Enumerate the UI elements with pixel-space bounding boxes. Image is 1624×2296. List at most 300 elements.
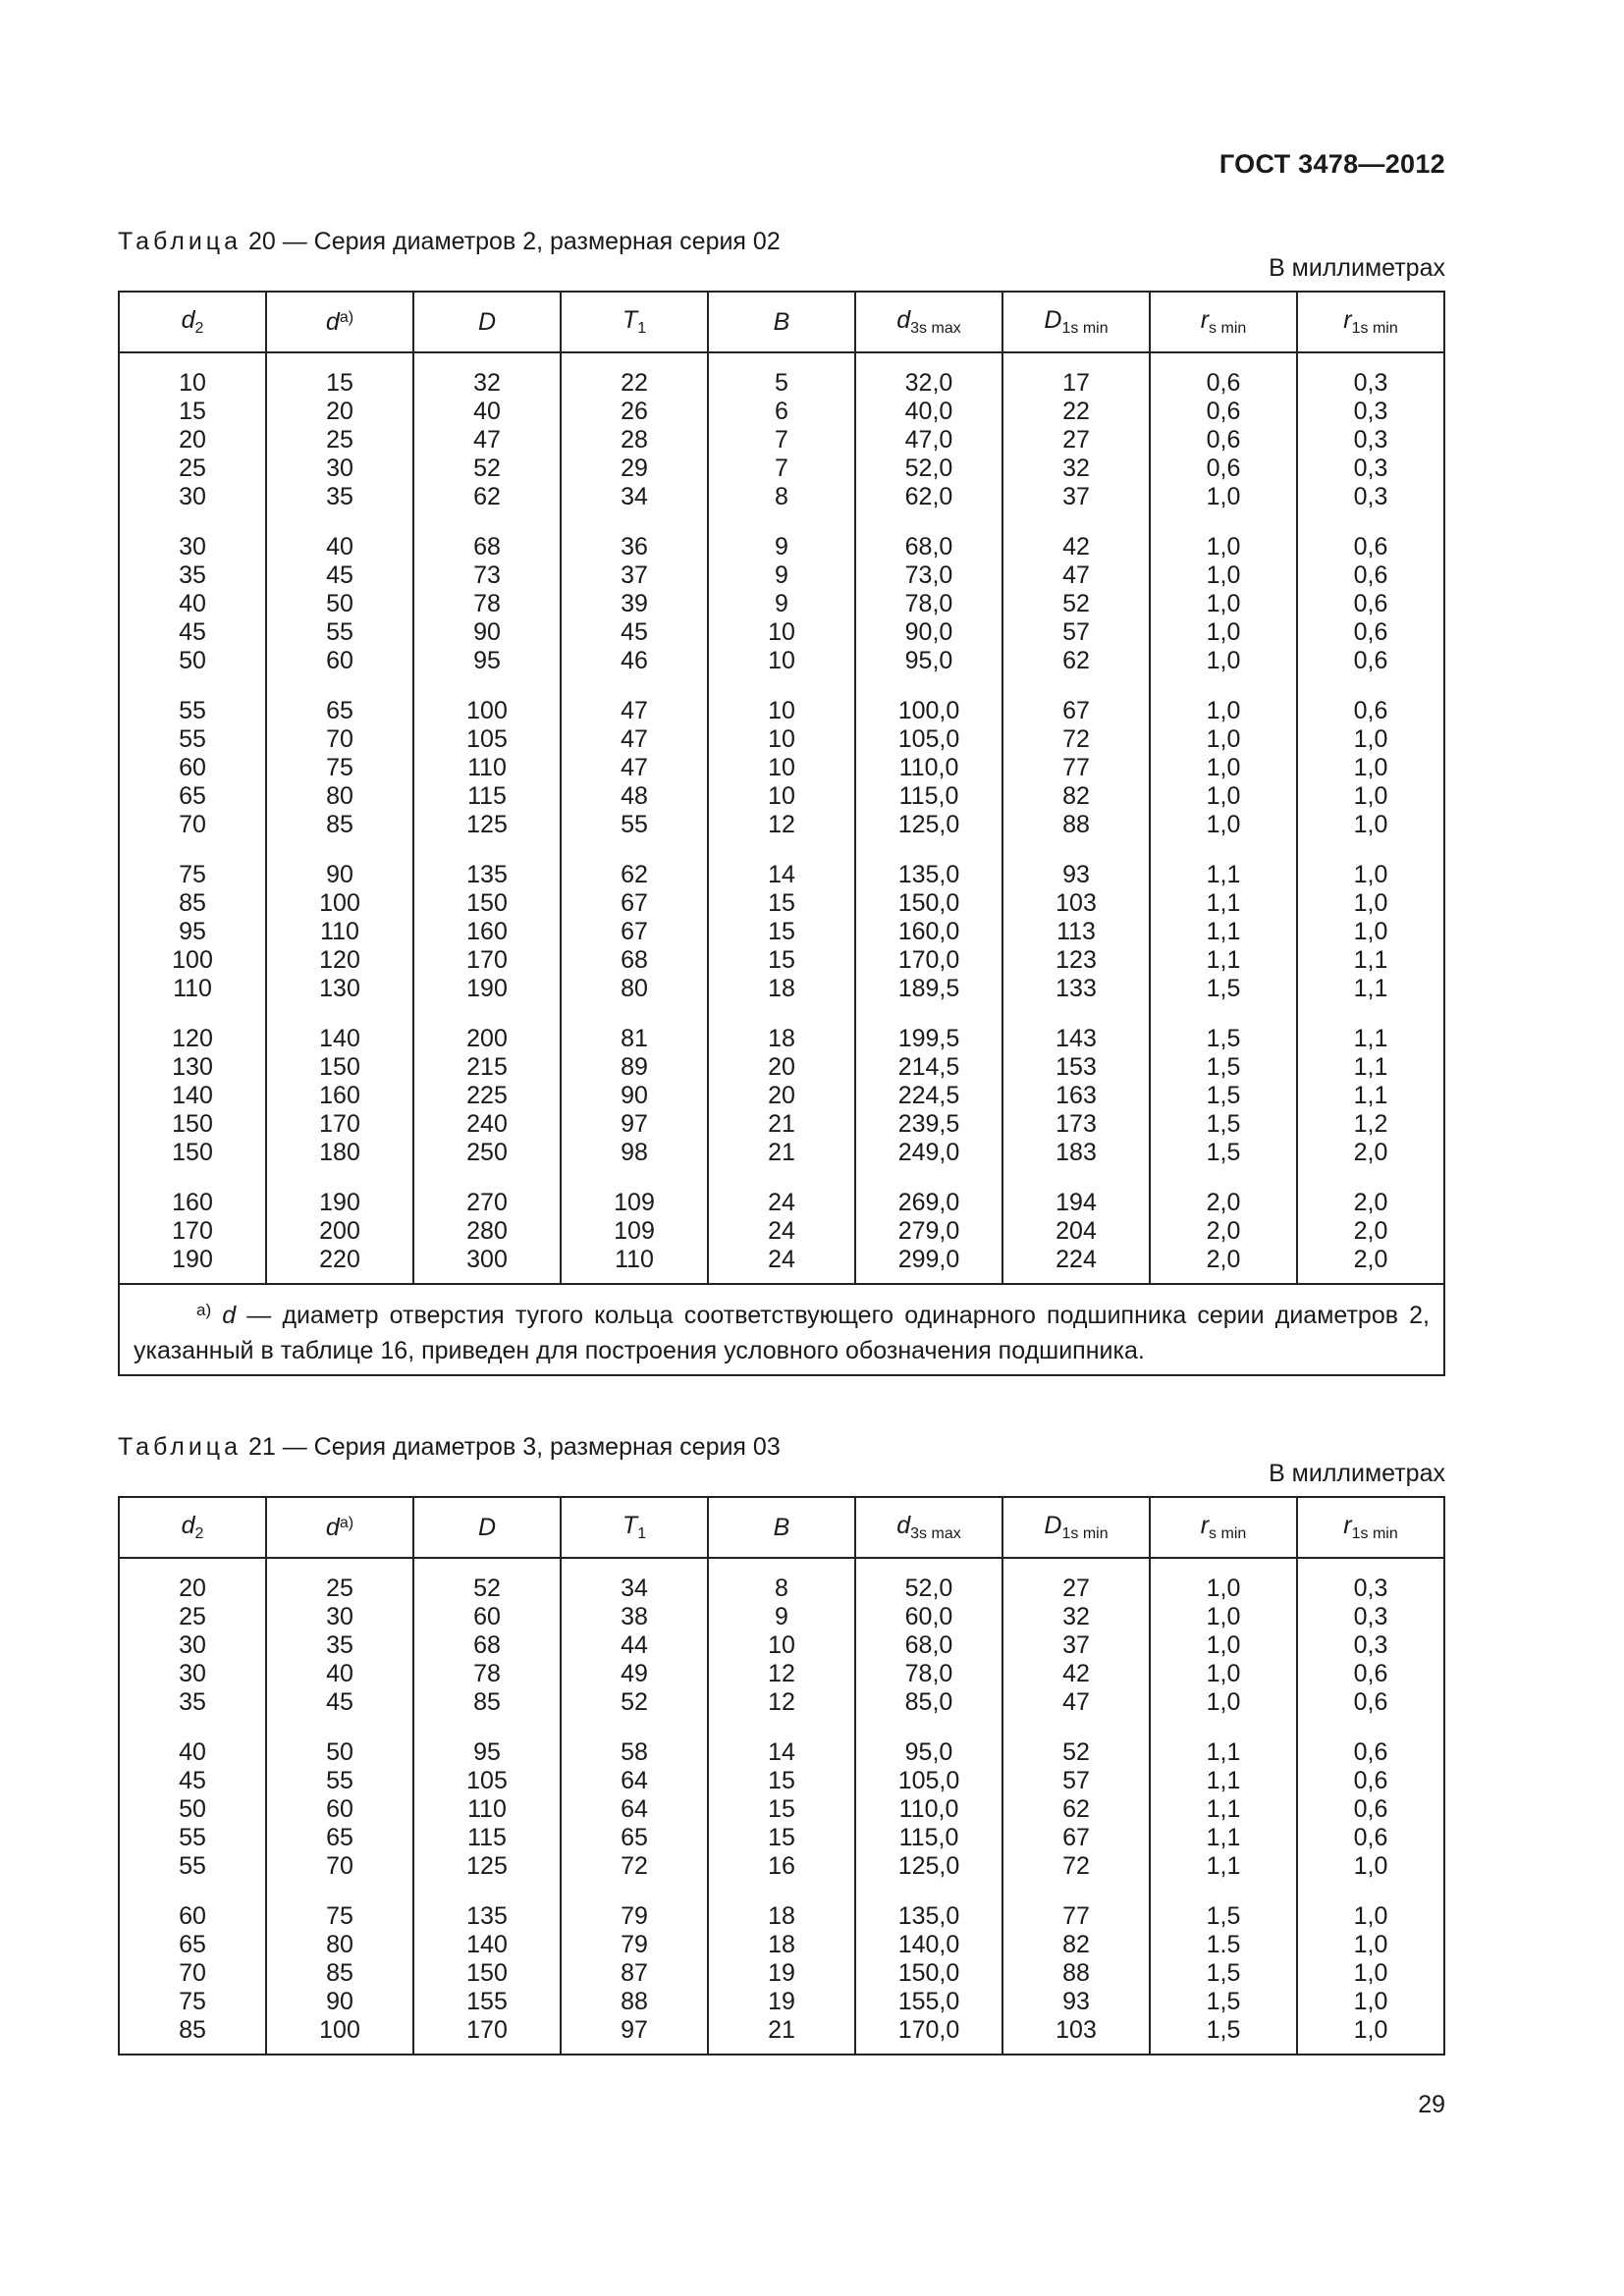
- table-cell: 1,1: [1297, 1053, 1444, 1082]
- column-subscript: 2: [194, 1525, 204, 1542]
- table-cell: 0,3: [1297, 1603, 1444, 1631]
- table-cell: 40: [119, 590, 266, 618]
- table-cell: 170: [413, 2016, 561, 2055]
- table-cell: 8: [708, 483, 855, 511]
- table-cell: 62: [413, 483, 561, 511]
- table-cell: 173: [1002, 1110, 1150, 1139]
- table-cell: 10: [708, 647, 855, 675]
- table-cell: 20: [266, 398, 413, 426]
- table-cell: 30: [119, 483, 266, 511]
- table-cell: 280: [413, 1217, 561, 1246]
- table-cell: 81: [561, 1003, 708, 1053]
- table-cell: 130: [119, 1053, 266, 1082]
- column-header: [119, 1497, 266, 1558]
- column-subscript: 1: [637, 320, 647, 337]
- table-row: [119, 1082, 1444, 1110]
- column-subscript: 1s min: [1351, 320, 1398, 337]
- table-cell: 125,0: [855, 1852, 1002, 1881]
- table20-caption-prefix: Таблица: [118, 228, 243, 255]
- table-cell: 15: [708, 1824, 855, 1852]
- column-subscript: s min: [1209, 1525, 1247, 1542]
- table20-units: В миллиметрах: [1269, 254, 1445, 282]
- table-cell: 15: [119, 398, 266, 426]
- table-cell: 38: [561, 1603, 708, 1631]
- table-cell: 1,1: [1150, 1795, 1297, 1824]
- table-cell: 100,0: [855, 675, 1002, 725]
- table-cell: 125: [413, 1852, 561, 1881]
- table-cell: 0,3: [1297, 352, 1444, 398]
- table-cell: 70: [266, 1852, 413, 1881]
- table-cell: 34: [561, 1558, 708, 1603]
- table-cell: 110,0: [855, 754, 1002, 782]
- table-cell: 1,5: [1150, 1881, 1297, 1931]
- table-cell: 52: [1002, 590, 1150, 618]
- table-cell: 269,0: [855, 1167, 1002, 1217]
- table-cell: 55: [119, 1824, 266, 1852]
- table-cell: 20: [119, 426, 266, 454]
- column-header: [1002, 1497, 1150, 1558]
- table-cell: 22: [561, 352, 708, 398]
- table-cell: 20: [708, 1053, 855, 1082]
- table-cell: 40: [266, 1660, 413, 1688]
- table-row: [119, 618, 1444, 647]
- table-cell: 90: [561, 1082, 708, 1110]
- table-row: [119, 1167, 1444, 1217]
- table-cell: 25: [266, 1558, 413, 1603]
- table-cell: 160: [413, 918, 561, 946]
- table-cell: 80: [561, 975, 708, 1003]
- table-cell: 17: [1002, 352, 1150, 398]
- table-cell: 1,0: [1150, 754, 1297, 782]
- table-cell: 62: [1002, 647, 1150, 675]
- table-cell: 90: [413, 618, 561, 647]
- table-cell: 115,0: [855, 782, 1002, 811]
- table-cell: 1,0: [1150, 647, 1297, 675]
- table-cell: 1,0: [1297, 1931, 1444, 1959]
- table-cell: 78: [413, 1660, 561, 1688]
- column-header: [561, 292, 708, 352]
- table-row: [119, 511, 1444, 561]
- table-cell: 21: [708, 1139, 855, 1167]
- table-cell: 105,0: [855, 1767, 1002, 1795]
- table-cell: 0,3: [1297, 483, 1444, 511]
- table-cell: 95: [413, 1717, 561, 1767]
- table-cell: 1,0: [1150, 561, 1297, 590]
- table-cell: 7: [708, 426, 855, 454]
- table-cell: 249,0: [855, 1139, 1002, 1167]
- table-row: [119, 811, 1444, 839]
- table-cell: 1,0: [1150, 511, 1297, 561]
- table-cell: 72: [561, 1852, 708, 1881]
- column-subscript: 3s max: [910, 320, 961, 337]
- column-symbol: d: [896, 1512, 911, 1539]
- table-cell: 40,0: [855, 398, 1002, 426]
- table-cell: 1,0: [1297, 782, 1444, 811]
- table-row: [119, 1988, 1444, 2016]
- table-cell: 7: [708, 454, 855, 483]
- table-cell: 55: [266, 1767, 413, 1795]
- table-cell: 45: [266, 561, 413, 590]
- table21-body: [119, 1558, 1444, 2055]
- table-cell: 220: [266, 1246, 413, 1284]
- table-cell: 200: [266, 1217, 413, 1246]
- table-cell: 62: [1002, 1795, 1150, 1824]
- table-cell: 47: [561, 725, 708, 754]
- column-symbol: D: [1044, 1512, 1062, 1539]
- table-cell: 0,6: [1297, 1688, 1444, 1717]
- column-subscript: s min: [1209, 320, 1247, 337]
- table-cell: 120: [266, 946, 413, 975]
- table-row: [119, 889, 1444, 918]
- table-cell: 1,1: [1150, 1852, 1297, 1881]
- table-cell: 300: [413, 1246, 561, 1284]
- table-cell: 16: [708, 1852, 855, 1881]
- table-row: [119, 1110, 1444, 1139]
- table-cell: 60: [266, 1795, 413, 1824]
- table21-caption-text: 21 — Серия диаметров 3, размерная серия 03: [242, 1433, 781, 1461]
- table-cell: 97: [561, 2016, 708, 2055]
- table-cell: 183: [1002, 1139, 1150, 1167]
- table-cell: 1,0: [1150, 1660, 1297, 1688]
- table-cell: 1,0: [1297, 1988, 1444, 2016]
- table-cell: 40: [413, 398, 561, 426]
- table-cell: 1,0: [1297, 839, 1444, 889]
- table-cell: 224,5: [855, 1082, 1002, 1110]
- table-cell: 130: [266, 975, 413, 1003]
- table-cell: 80: [266, 782, 413, 811]
- table20-header: [119, 292, 1444, 352]
- table-row: [119, 398, 1444, 426]
- table-cell: 73: [413, 561, 561, 590]
- table-cell: 55: [266, 618, 413, 647]
- table-row: [119, 426, 1444, 454]
- table-cell: 36: [561, 511, 708, 561]
- table-row: [119, 1139, 1444, 1167]
- table-cell: 1,5: [1150, 1139, 1297, 1167]
- table-cell: 85: [119, 889, 266, 918]
- table-cell: 100: [119, 946, 266, 975]
- table-cell: 18: [708, 975, 855, 1003]
- table-cell: 18: [708, 1881, 855, 1931]
- table-cell: 62,0: [855, 483, 1002, 511]
- table-cell: 68: [413, 1631, 561, 1660]
- table-cell: 28: [561, 426, 708, 454]
- table-cell: 30: [119, 1660, 266, 1688]
- table-row: [119, 782, 1444, 811]
- table-cell: 90: [266, 839, 413, 889]
- table-cell: 90: [266, 1988, 413, 2016]
- table-cell: 0,6: [1297, 618, 1444, 647]
- table-cell: 160: [266, 1082, 413, 1110]
- table-cell: 1,0: [1297, 1881, 1444, 1931]
- table-cell: 35: [266, 483, 413, 511]
- table-cell: 42: [1002, 511, 1150, 561]
- table-cell: 1,0: [1150, 725, 1297, 754]
- column-header: [855, 1497, 1002, 1558]
- footnote-text: — диаметр отверстия тугого кольца соответствующего одинарного подшипника серии диаметров 2, указанный в таблице 16, приведен для построения условного обозначения подшипника.: [134, 1302, 1430, 1364]
- table-cell: 8: [708, 1558, 855, 1603]
- table-cell: 194: [1002, 1167, 1150, 1217]
- table-cell: 47: [413, 426, 561, 454]
- table-cell: 75: [266, 754, 413, 782]
- table-cell: 79: [561, 1881, 708, 1931]
- table-cell: 87: [561, 1959, 708, 1988]
- table-cell: 0,6: [1150, 352, 1297, 398]
- column-header: [1002, 292, 1150, 352]
- table-cell: 75: [266, 1881, 413, 1931]
- table-cell: 25: [266, 426, 413, 454]
- column-header: [1297, 1497, 1444, 1558]
- column-subscript: 1: [637, 1525, 647, 1542]
- table-cell: 12: [708, 811, 855, 839]
- table-cell: 133: [1002, 975, 1150, 1003]
- column-symbol: D: [477, 1513, 497, 1541]
- table-cell: 65: [119, 1931, 266, 1959]
- table21: [118, 1496, 1445, 2056]
- table-cell: 62: [561, 839, 708, 889]
- table-cell: 10: [119, 352, 266, 398]
- table-row: [119, 675, 1444, 725]
- table-cell: 19: [708, 1988, 855, 2016]
- table-cell: 93: [1002, 1988, 1150, 2016]
- table-cell: 10: [708, 618, 855, 647]
- table-cell: 78,0: [855, 590, 1002, 618]
- table-row: [119, 918, 1444, 946]
- table-cell: 15: [708, 1767, 855, 1795]
- table-cell: 50: [119, 647, 266, 675]
- table-row: [119, 1603, 1444, 1631]
- table-cell: 26: [561, 398, 708, 426]
- table-cell: 72: [1002, 1852, 1150, 1881]
- column-header: [708, 292, 855, 352]
- table20-body: [119, 352, 1444, 1375]
- table-row: [119, 454, 1444, 483]
- table-row: [119, 946, 1444, 975]
- table-cell: 1,0: [1150, 782, 1297, 811]
- column-subscript: 1s min: [1061, 320, 1109, 337]
- table-cell: 140: [266, 1003, 413, 1053]
- table-cell: 110: [119, 975, 266, 1003]
- table-cell: 150,0: [855, 889, 1002, 918]
- column-subscript: 3s max: [910, 1525, 961, 1542]
- table-cell: 1,0: [1297, 889, 1444, 918]
- footnote-row: [119, 1284, 1444, 1375]
- table-cell: 15: [708, 889, 855, 918]
- table-cell: 65: [561, 1824, 708, 1852]
- table-cell: 0,3: [1297, 398, 1444, 426]
- table-cell: 1,0: [1150, 618, 1297, 647]
- table-cell: 125: [413, 811, 561, 839]
- table-cell: 170,0: [855, 2016, 1002, 2055]
- table21-header: [119, 1497, 1444, 1558]
- column-symbol: d: [325, 1513, 340, 1541]
- table-cell: 1,5: [1150, 2016, 1297, 2055]
- table-cell: 95,0: [855, 647, 1002, 675]
- table20-caption-text: 20 — Серия диаметров 2, размерная серия 02: [242, 228, 781, 255]
- table-cell: 150: [119, 1110, 266, 1139]
- table-cell: 95: [413, 647, 561, 675]
- table-cell: 1,0: [1150, 675, 1297, 725]
- table-cell: 12: [708, 1688, 855, 1717]
- table-cell: 60,0: [855, 1603, 1002, 1631]
- table-cell: 150: [119, 1139, 266, 1167]
- table-cell: 1,1: [1297, 1003, 1444, 1053]
- table-cell: 30: [119, 511, 266, 561]
- table-cell: 1,5: [1150, 1110, 1297, 1139]
- table-cell: 0,6: [1297, 511, 1444, 561]
- table-cell: 135,0: [855, 1881, 1002, 1931]
- table-cell: 1,0: [1150, 1558, 1297, 1603]
- table-cell: 0,6: [1150, 426, 1297, 454]
- table-cell: 103: [1002, 2016, 1150, 2055]
- table-cell: 30: [266, 454, 413, 483]
- column-header: [561, 1497, 708, 1558]
- table-cell: 135,0: [855, 839, 1002, 889]
- table-cell: 52: [1002, 1717, 1150, 1767]
- table-cell: 64: [561, 1767, 708, 1795]
- table-cell: 1,1: [1297, 975, 1444, 1003]
- table-cell: 170,0: [855, 946, 1002, 975]
- table-cell: 115: [413, 782, 561, 811]
- table-cell: 199,5: [855, 1003, 1002, 1053]
- table-cell: 14: [708, 839, 855, 889]
- table-cell: 1,0: [1150, 590, 1297, 618]
- table21-caption: [118, 1433, 781, 1462]
- table-cell: 93: [1002, 839, 1150, 889]
- table-row: [119, 1217, 1444, 1246]
- table-cell: 0,6: [1150, 454, 1297, 483]
- table-cell: 105: [413, 1767, 561, 1795]
- table-cell: 50: [266, 1717, 413, 1767]
- column-symbol: D: [1044, 306, 1062, 334]
- table-cell: 123: [1002, 946, 1150, 975]
- table-row: [119, 1824, 1444, 1852]
- table-cell: 110,0: [855, 1795, 1002, 1824]
- table-cell: 30: [266, 1603, 413, 1631]
- table-cell: 45: [561, 618, 708, 647]
- table-cell: 150,0: [855, 1959, 1002, 1988]
- table-cell: 10: [708, 675, 855, 725]
- table-cell: 0,6: [1297, 590, 1444, 618]
- table-cell: 95,0: [855, 1717, 1002, 1767]
- column-symbol: d: [896, 306, 911, 334]
- table-cell: 143: [1002, 1003, 1150, 1053]
- table-row: [119, 1881, 1444, 1931]
- table-cell: 46: [561, 647, 708, 675]
- column-header: [413, 1497, 561, 1558]
- table-cell: 67: [1002, 1824, 1150, 1852]
- table-cell: 135: [413, 839, 561, 889]
- table-row: [119, 725, 1444, 754]
- table-cell: 52: [561, 1688, 708, 1717]
- table-row: [119, 1795, 1444, 1824]
- table-cell: 214,5: [855, 1053, 1002, 1082]
- table-cell: 85,0: [855, 1688, 1002, 1717]
- table-cell: 1,0: [1297, 754, 1444, 782]
- footnote-indent: [134, 1302, 211, 1329]
- table-cell: 1,0: [1150, 1603, 1297, 1631]
- table-cell: 98: [561, 1139, 708, 1167]
- table-cell: 47: [1002, 561, 1150, 590]
- table-cell: 70: [266, 725, 413, 754]
- table-cell: 57: [1002, 1767, 1150, 1795]
- table-cell: 250: [413, 1139, 561, 1167]
- column-header: [119, 292, 266, 352]
- table-row: [119, 1717, 1444, 1767]
- table-cell: 65: [266, 1824, 413, 1852]
- table-cell: 110: [266, 918, 413, 946]
- table-cell: 105,0: [855, 725, 1002, 754]
- table-cell: 1,0: [1297, 1852, 1444, 1881]
- table-cell: 78: [413, 590, 561, 618]
- table-cell: 24: [708, 1217, 855, 1246]
- table-cell: 125,0: [855, 811, 1002, 839]
- table-cell: 70: [119, 1959, 266, 1988]
- table-cell: 67: [561, 918, 708, 946]
- table-cell: 35: [266, 1631, 413, 1660]
- column-symbol: B: [773, 1513, 790, 1541]
- table-cell: 77: [1002, 1881, 1150, 1931]
- table-cell: 44: [561, 1631, 708, 1660]
- table-cell: 10: [708, 725, 855, 754]
- table-cell: 90,0: [855, 618, 1002, 647]
- table-cell: 0,6: [1297, 1824, 1444, 1852]
- table-row: [119, 483, 1444, 511]
- column-header: [266, 292, 413, 352]
- table-cell: 47: [1002, 1688, 1150, 1717]
- table-cell: 85: [266, 1959, 413, 1988]
- table-cell: 115: [413, 1824, 561, 1852]
- table-cell: 2,0: [1150, 1167, 1297, 1217]
- table-cell: 180: [266, 1139, 413, 1167]
- table-cell: 0,6: [1297, 647, 1444, 675]
- table-row: [119, 561, 1444, 590]
- table-row: [119, 754, 1444, 782]
- table-cell: 100: [413, 675, 561, 725]
- column-symbol: r: [1343, 1512, 1352, 1539]
- table-cell: 2,0: [1297, 1217, 1444, 1246]
- table-cell: 1,5: [1150, 1053, 1297, 1082]
- table-cell: 105: [413, 725, 561, 754]
- table-cell: 1,2: [1297, 1110, 1444, 1139]
- table-cell: 40: [119, 1717, 266, 1767]
- table-cell: 110: [413, 1795, 561, 1824]
- table-cell: 2,0: [1297, 1139, 1444, 1167]
- table-cell: 68,0: [855, 511, 1002, 561]
- table-cell: 52: [413, 454, 561, 483]
- table-cell: 82: [1002, 1931, 1150, 1959]
- table-cell: 1,0: [1150, 811, 1297, 839]
- table-cell: 170: [266, 1110, 413, 1139]
- table-cell: 1,1: [1297, 946, 1444, 975]
- table-cell: 57: [1002, 618, 1150, 647]
- table-cell: 150: [413, 889, 561, 918]
- table-cell: 48: [561, 782, 708, 811]
- table-cell: 1,0: [1297, 725, 1444, 754]
- table-cell: 60: [266, 647, 413, 675]
- table-cell: 18: [708, 1931, 855, 1959]
- table-cell: 55: [119, 1852, 266, 1881]
- table-cell: 79: [561, 1931, 708, 1959]
- table-cell: 60: [119, 1881, 266, 1931]
- table-cell: 78,0: [855, 1660, 1002, 1688]
- table-cell: 27: [1002, 426, 1150, 454]
- table-cell: 34: [561, 483, 708, 511]
- column-symbol: d: [325, 307, 340, 336]
- table-cell: 68,0: [855, 1631, 1002, 1660]
- table-cell: 150: [266, 1053, 413, 1082]
- table-cell: 15: [266, 352, 413, 398]
